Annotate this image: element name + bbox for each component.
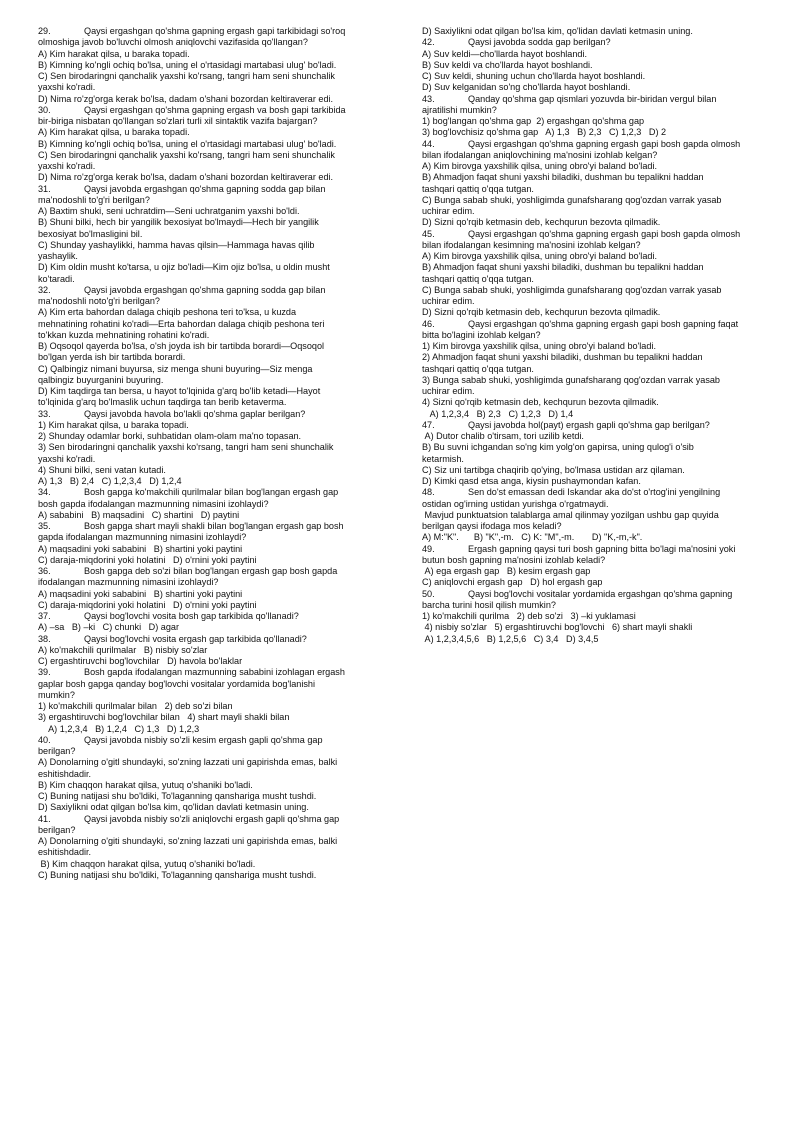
question-text-line: A) M:"K". B) "K",-m. C) K: "M",-m. D) "K,-m,-k". — [422, 532, 643, 543]
question-text-line: bir-biriga nisbatan qo'llangan so'zlari turli xil sintaktik vazifa bajargan? — [38, 116, 318, 126]
question — [38, 487, 388, 521]
question-number: 31. — [38, 183, 51, 194]
question-text-line: gaplar bosh gapga qanday bog'lovchi vositalar yordamida bog'lanishi — [38, 678, 315, 689]
question-text-line: C) Sen birodaringni qanchalik yaxshi ko'rsang, tangri ham seni shunchalik — [38, 71, 335, 81]
question-text-line: D) Suv kelganidan so'ng cho'llarda hayot boshlandi. — [422, 82, 631, 93]
question-text-line: C) Sen birodaringni qanchalik yaxshi ko'rsang, tangri ham seni shunchalik — [38, 149, 335, 160]
question-number: 39. — [38, 667, 51, 678]
question-text-line: Qaysi ergashgan qo'shma gapning ergash gapi bosh gapda olmosh — [468, 138, 741, 149]
question-text-line: C) aniqlovchi ergash gap D) hol ergash gap — [422, 577, 603, 588]
question-text-line: to'lqinida g'arq bo'lmaslik uchun taqdirga tan berib ketaverma. — [38, 397, 287, 408]
question-text-line: B) Kimning ko'ngli ochiq bo'lsa, uning el o'rtasidagi martabasi ulug' bo'ladi. — [38, 138, 337, 149]
question-text-line: 2) Shunday odamlar borki, suhbatidan olam-olam ma'no topasan. — [38, 431, 302, 441]
question-text-line: bilan ifodalangan kesimning ma'nosini izohlab kelgan? — [422, 239, 641, 250]
question-text-line: 3) Bunga sabab shuki, yoshligimda gunafsharang qog'ozdan varrak yasab — [422, 374, 720, 385]
question — [38, 105, 388, 184]
answer-option-line: D) Saxiylikni odat qilgan bo'lsa kim, qo'lidan davlati ketmasin uning. — [422, 26, 693, 36]
question-text-line: 3) bog'lovchisiz qo'shma gap A) 1,3 B) 2,3 C) 1,2,3 D) 2 — [422, 127, 667, 138]
question-text-line: Bosh gapda ifodalangan mazmunning sababini izohlagan ergash — [84, 667, 345, 678]
question-text-line: A) Kim harakat qilsa, u baraka topadi. — [38, 48, 190, 59]
question-text-line: 3) ergashtiruvchi bog'lovchilar bilan 4) shart mayli shakli bilan — [38, 712, 290, 723]
left-column — [38, 26, 388, 881]
question-text-line: 1) bog'langan qo'shma gap 2) ergashgan qo'shma gap — [422, 116, 645, 126]
question-text-line: D) Kim oldin musht ko'tarsa, u ojiz bo'ladi—Kim ojiz bo'lsa, u oldin musht — [38, 262, 330, 273]
question-text-line: ko'taradi. — [38, 273, 75, 284]
question-text-line: yaxshi ko'radi. — [38, 82, 96, 93]
question-text-line: yashaylik. — [38, 251, 78, 261]
question-text-line: qalbingiz buyurganini buyuring. — [38, 374, 164, 385]
question — [38, 667, 388, 735]
question-text-line: A) Kim birovga yaxshilik qilsa, uning obro'yi baland bo'ladi. — [422, 161, 657, 171]
question-text-line: Bosh gapga deb so'zi bilan bog'langan ergash gap bosh gapda — [84, 566, 338, 576]
question-text-line: C) ergashtiruvchi bog'lovchilar D) havola bo'laklar — [38, 656, 243, 666]
question-stem — [422, 94, 772, 105]
question-text-line: Qaysi javobda nisbiy so'zli aniqlovchi ergash gapli qo'shma gap — [84, 813, 340, 824]
question-text-line: A) –sa B) –ki C) chunki D) agar — [38, 622, 179, 633]
question-number: 50. — [422, 588, 435, 599]
question — [38, 611, 388, 634]
question-text-line: bilan ifodalangan aniqlovchining ma'nosini izohlab kelgan? — [422, 149, 658, 160]
question-stem — [38, 184, 388, 195]
question — [422, 94, 772, 139]
question-text-line: A) maqsadini yoki sababini B) shartini yoki paytini — [38, 543, 243, 554]
right-column — [422, 26, 772, 645]
question-text-line: gapda ifodalangan mazmunning nimasini izohlaydi? — [38, 532, 247, 543]
question-number: 46. — [422, 318, 435, 329]
question-text-line: C) Buning natijasi shu bo'ldiki, To'laganning qanshariga musht tushdi. — [38, 869, 317, 880]
question-number: 49. — [422, 543, 435, 554]
question-stem — [422, 487, 772, 498]
question-text-line: Sen do'st emassan dedi Iskandar aka do'st o'rtog'ini yengilning — [468, 487, 721, 498]
question-text-line: berilgan qaysi ifodaga mos keladi? — [422, 521, 562, 531]
question-text-line: 1) ko'makchili qurilma 2) deb so'zi 3) –ki yuklamasi — [422, 611, 636, 621]
question-text-line: Qaysi bog'lovchi vosita bosh gap tarkibida qo'llanadi? — [84, 611, 299, 621]
question-number: 29. — [38, 26, 51, 36]
question-text-line: Qaysi javobda hol(payt) ergash gapli qo'shma gap berilgan? — [468, 419, 710, 430]
question-text-line: C) Shunday yashaylikki, hamma havas qilsin—Hammaga havas qilib — [38, 239, 315, 250]
question-text-line: Qaysi javobda ergashgan qo'shma gapning sodda gap bilan — [84, 284, 326, 295]
question-text-line: C) daraja-miqdorini yoki holatini D) o'rnini yoki paytini — [38, 599, 257, 610]
question-text-line: A) Donolarning o'giti shundayki, so'zning lazzati uni gapirishda emas, balki — [38, 836, 338, 846]
question-number: 30. — [38, 104, 51, 115]
question-text-line: Qaysi javobda sodda gap berilgan? — [468, 37, 611, 48]
question-text-line: B) Kim chaqqon harakat qilsa, yutuq o'shaniki bo'ladi. — [38, 858, 256, 869]
question-text-line: uchirar edim. — [422, 296, 475, 306]
question-text-line: ketarmish. — [422, 453, 464, 464]
question-text-line: B) Ahmadjon faqat shuni yaxshi biladiki, dushman bu tepalikni haddan — [422, 172, 704, 183]
question-text-line: bo'lgan yerda ish bir tartibda borardi. — [38, 352, 186, 363]
question-text-line: Qaysi ergashgan qo'shma gapning ergash va bosh gapi tarkibida — [84, 104, 346, 115]
question-stem — [38, 634, 388, 645]
question-text-line: A) maqsadini yoki sababini B) shartini yoki paytini — [38, 588, 243, 599]
question-text-line: Mavjud punktuatsion talablarga amal qilinmay yozilgan ushbu gap quyida — [422, 509, 719, 520]
question-number: 32. — [38, 284, 51, 295]
question-stem — [38, 611, 388, 622]
question-text-line: A) 1,2,3,4,5,6 B) 1,2,5,6 C) 3,4 D) 3,4,5 — [422, 633, 599, 644]
question-text-line: Qaysi ergashgan qo'shma gapning ergash gapi tarkibidagi so'roq — [84, 26, 346, 36]
question — [422, 139, 772, 229]
question-text-line: C) Qalbingiz nimani buyursa, siz menga shuni buyuring—Siz menga — [38, 363, 313, 374]
question-text-line: bitta bo'lagini izohlab kelgan? — [422, 329, 541, 340]
question — [38, 26, 388, 105]
question-text-line: D) Kimki qasd etsa anga, kiysin pushaymondan kafan. — [422, 476, 641, 486]
question-text-line: 1) ko'makchili qurilmalar bilan 2) deb so'zi bilan — [38, 701, 233, 711]
question-text-line: 3) Sen birodaringni qanchalik yaxshi ko'rsang, tangri ham seni shunchalik — [38, 442, 334, 453]
question-number: 37. — [38, 611, 51, 621]
question-number: 33. — [38, 408, 51, 419]
question-text-line: eshitishdadir. — [38, 847, 92, 858]
question-text-line: A) ega ergash gap B) kesim ergash gap — [422, 566, 591, 576]
question-stem — [38, 487, 388, 498]
question-text-line: Qaysi javobda nisbiy so'zli kesim ergash gapli qo'shma gap — [84, 734, 323, 745]
question-text-line: D) Sizni qo'rqib ketmasin deb, kechqurun bezovta qilmadik. — [422, 307, 661, 318]
question-text-line: A) Dutor chalib o'tirsam, tori uzilib ketdi. — [422, 431, 584, 441]
question-stem — [38, 667, 388, 678]
question — [422, 37, 772, 93]
question-text-line: 2) Ahmadjon faqat shuni yaxshi biladiki, dushman bu tepalikni haddan — [422, 352, 703, 363]
question-text-line: 1) Kim birovga yaxshilik qilsa, uning obro'yi baland bo'ladi. — [422, 341, 656, 351]
question — [38, 184, 388, 285]
question-number: 43. — [422, 93, 435, 104]
question-text-line: tashqari qattiq o'qqa tutgan. — [422, 183, 534, 194]
question-number: 44. — [422, 138, 435, 149]
question-stem — [422, 319, 772, 330]
question-stem — [38, 566, 388, 577]
question-text-line: C) Bunga sabab shuki, yoshligimda gunafsharang qog'ozdan varrak yasab — [422, 284, 722, 295]
question-text-line: berilgan? — [38, 824, 76, 835]
question-stem — [38, 521, 388, 532]
question-text-line: Qanday qo'shma gap qismlari yozuvda bir-biridan vergul bilan — [468, 93, 717, 104]
question-text-line: A) 1,2,3,4 B) 1,2,4 C) 1,3 D) 1,2,3 — [38, 723, 200, 734]
question-stem — [422, 229, 772, 240]
question-text-line: Qaysi javobda havola bo'lakli qo'shma gaplar berilgan? — [84, 408, 306, 419]
question-text-line: Ergash gapning qaysi turi bosh gapning bitta bo'lagi ma'nosini yoki — [468, 543, 736, 554]
question-text-line: yaxshi ko'radi. — [38, 453, 96, 464]
question-text-line: A) sababini B) maqsadini C) shartini D) paytini — [38, 509, 240, 520]
question-text-line: B) Kim chaqqon harakat qilsa, yutuq o'shaniki bo'ladi. — [38, 779, 253, 790]
question-stem — [422, 589, 772, 600]
question-text-line: Qaysi bog'lovchi vositalar yordamida ergashgan qo'shma gapning — [468, 588, 733, 599]
question — [38, 566, 388, 611]
question — [422, 319, 772, 420]
question — [422, 420, 772, 488]
question-text-line: ostidan og'irning ustidan yurishga o'rgatmaydi. — [422, 498, 609, 509]
question-text-line: yaxshi ko'radi. — [38, 161, 96, 171]
question-text-line: eshitishdadir. — [38, 768, 92, 779]
question-stem — [422, 37, 772, 48]
question-number: 41. — [38, 813, 51, 824]
question-text-line: D) Nima ro'zg'orga kerak bo'lsa, dadam o'shani bozordan keltiraverar edi. — [38, 93, 334, 104]
question — [422, 589, 772, 645]
question-text-line: 4) Sizni qo'rqib ketmasin deb, kechqurun bezovta qilmadik. — [422, 397, 659, 408]
question-stem — [38, 735, 388, 746]
question-text-line: B) Suv keldi va cho'llarda hayot boshlandi. — [422, 59, 593, 70]
question-stem — [422, 544, 772, 555]
question-text-line: Qaysi ergashgan qo'shma gapning ergash gapi bosh gapning faqat — [468, 318, 739, 329]
question-text-line: D) Saxiylikni odat qilgan bo'lsa kim, qo'lidan davlati ketmasin uning. — [38, 802, 309, 813]
question — [38, 735, 388, 814]
question-text-line: ma'nodoshli noto'g'ri berilgan? — [38, 296, 160, 306]
question-text-line: ifodalangan mazmunning nimasini izohlaydi? — [38, 577, 219, 588]
question — [38, 285, 388, 409]
question-number: 40. — [38, 734, 51, 745]
question — [38, 634, 388, 668]
question — [422, 229, 772, 319]
question — [422, 487, 772, 543]
question-text-line: ajratilishi mumkin? — [422, 104, 497, 115]
question-number: 34. — [38, 487, 51, 498]
question-stem — [38, 105, 388, 116]
question-number: 48. — [422, 487, 435, 498]
question-text-line: uchirar edim. — [422, 386, 475, 396]
question-text-line: A) 1,3 B) 2,4 C) 1,2,3,4 D) 1,2,4 — [38, 476, 182, 486]
question-number: 47. — [422, 419, 435, 430]
question-text-line: Qaysi javobda ergashgan qo'shma gapning sodda gap bilan — [84, 183, 326, 194]
question-text-line: C) Suv keldi, shuning uchun cho'llarda hayot boshlandi. — [422, 71, 646, 81]
question — [422, 544, 772, 589]
question-stem — [38, 26, 388, 37]
question — [38, 814, 388, 882]
question-stem — [422, 139, 772, 150]
question-text-line: 4) Shuni bilki, seni vatan kutadi. — [38, 464, 166, 475]
question-text-line: A) 1,2,3,4 B) 2,3 C) 1,2,3 D) 1,4 — [422, 408, 574, 419]
question-text-line: bosh gapda ifodalangan mazmunning nimasini izohlaydi? — [38, 498, 269, 509]
question-text-line: tashqari qattiq o'qqa tutgan. — [422, 273, 534, 284]
question-text-line: to'kkan kuzda mehnatining rohatini ko'radi. — [38, 329, 210, 340]
question-text-line: D) Kim taqdirga tan bersa, u hayot to'lqinida g'arq bo'lib ketadi—Hayot — [38, 386, 321, 396]
question-text-line: butun bosh gapning ma'nosini izohlab keladi? — [422, 554, 606, 565]
question-number: 36. — [38, 566, 51, 576]
question-stem — [422, 420, 772, 431]
question-text-line: C) Bunga sabab shuki, yoshligimda gunafsharang qog'ozdan varrak yasab — [422, 194, 722, 205]
question — [38, 409, 388, 488]
question-text-line: D) Sizni qo'rqib ketmasin deb, kechqurun bezovta qilmadik. — [422, 217, 661, 228]
question-text-line: berilgan? — [38, 746, 76, 756]
question-text-line: C) Buning natijasi shu bo'ldiki, To'laganning qanshariga musht tushdi. — [38, 791, 317, 801]
question-text-line: mehnatining rohatini ko'radi—Erta bahordan dalaga chiqib peshona teri — [38, 318, 325, 329]
question — [422, 26, 772, 37]
question-text-line: B) Bu suvni ichgandan so'ng kim yolg'on gapirsa, uning qulog'i o'sib — [422, 442, 694, 453]
question-number: 42. — [422, 37, 435, 48]
question-number: 45. — [422, 228, 435, 239]
question-text-line: 1) Kim harakat qilsa, u baraka topadi. — [38, 419, 189, 430]
question-text-line: A) Kim harakat qilsa, u baraka topadi. — [38, 127, 190, 138]
question-stem — [38, 814, 388, 825]
question-stem — [38, 285, 388, 296]
question-text-line: C) daraja-miqdorini yoki holatini D) o'rnini yoki paytini — [38, 554, 257, 565]
question-text-line: B) Shuni bilki, hech bir yangilik bexosiyat bo'lmaydi—Hech bir yangilik — [38, 217, 319, 228]
question-text-line: B) Kimning ko'ngli ochiq bo'lsa, uning el o'rtasidagi martabasi ulug' bo'ladi. — [38, 59, 337, 70]
question-text-line: bexosiyat bo'lmasligini bil. — [38, 228, 143, 239]
question-text-line: barcha turini hosil qilish mumkin? — [422, 599, 556, 610]
question-text-line: A) Kim birovga yaxshilik qilsa, uning obro'yi baland bo'ladi. — [422, 251, 657, 261]
question-text-line: C) Siz uni tartibga chaqirib qo'ying, bo'lmasa ustidan arz qilaman. — [422, 464, 685, 475]
question-text-line: Qaysi bog'lovchi vosita ergash gap tarkibida qo'llanadi? — [84, 633, 307, 644]
question-text-line: A) Suv keldi—cho'llarda hayot boshlandi. — [422, 48, 588, 59]
question-text-line: uchirar edim. — [422, 206, 475, 216]
question-text-line: Qaysi ergashgan qo'shma gapning ergash gapi bosh gapda olmosh — [468, 228, 741, 239]
question-text-line: olmoshiga javob bo'luvchi olmosh aniqlovchi vazifasida qo'llangan? — [38, 37, 308, 48]
question — [38, 521, 388, 566]
question-number: 38. — [38, 633, 51, 644]
question-text-line: A) Kim erta bahordan dalaga chiqib peshona teri to'ksa, u kuzda — [38, 307, 297, 318]
question-text-line: 4) nisbiy so'zlar 5) ergashtiruvchi bog'lovchi 6) shart mayli shakli — [422, 622, 693, 633]
question-text-line: B) Ahmadjon faqat shuni yaxshi biladiki, dushman bu tepalikni haddan — [422, 262, 704, 273]
question-number: 35. — [38, 521, 51, 531]
question-text-line: tashqari qattiq o'qqa tutgan. — [422, 363, 534, 374]
question-text-line: ma'nodoshli to'g'ri berilgan? — [38, 194, 150, 205]
question-text-line: D) Nima ro'zg'orga kerak bo'lsa, dadam o'shani bozordan keltiraverar edi. — [38, 172, 334, 183]
question-text-line: B) Oqsoqol qayerda bo'lsa, o'sh joyda ish bir tartibda borardi—Oqsoqol — [38, 341, 325, 351]
question-stem — [38, 409, 388, 420]
question-text-line: Bosh gapga ko'makchili qurilmalar bilan bog'langan ergash gap — [84, 487, 339, 498]
question-text-line: mumkin? — [38, 689, 75, 700]
question-text-line: A) Baxtim shuki, seni uchratdim—Seni uchratganim yaxshi bo'ldi. — [38, 206, 300, 216]
question-text-line: A) Donolarning o'gitl shundayki, so'zning lazzati uni gapirishda emas, balki — [38, 757, 338, 768]
question-text-line: A) ko'makchili qurilmalar B) nisbiy so'zlar — [38, 644, 208, 655]
question-text-line: Bosh gapga shart mayli shakli bilan bog'langan ergash gap bosh — [84, 521, 344, 531]
